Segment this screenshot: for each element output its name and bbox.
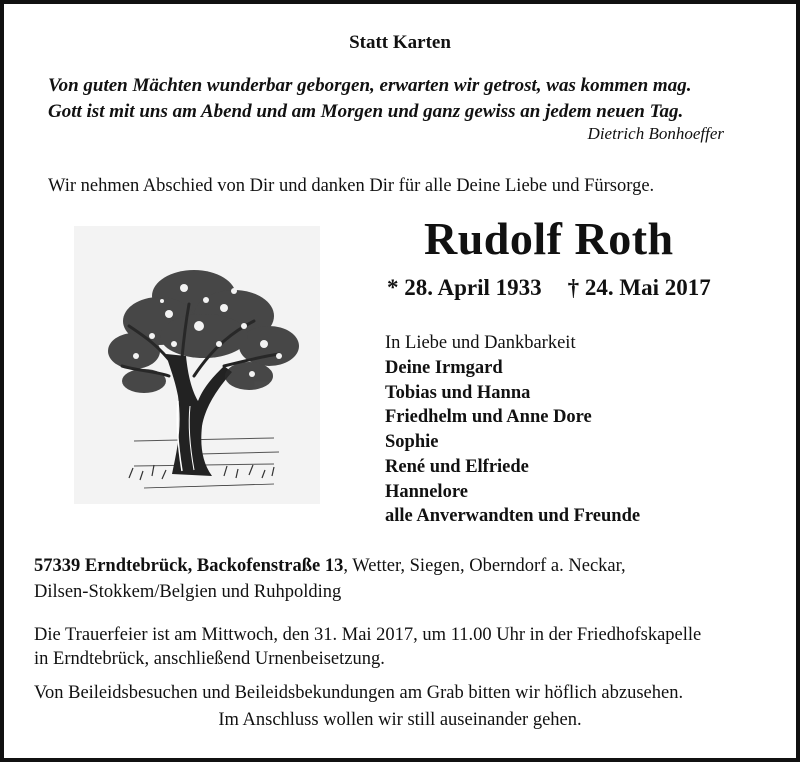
address-main: 57339 Erndtebrück, Backofenstraße 13	[34, 556, 344, 576]
quote-line-1: Von guten Mächten wunderbar geborgen, erwarten wir getrost, was kommen mag.	[48, 75, 692, 96]
farewell-text: Wir nehmen Abschied von Dir und danken Dir für alle Deine Liebe und Fürsorge.	[48, 176, 655, 196]
death-date: † 24. Mai 2017	[567, 275, 711, 300]
life-dates	[387, 275, 711, 301]
tree-illustration	[74, 226, 320, 504]
mourner-name: Tobias und Hanna	[385, 383, 531, 403]
mourner-name: René und Elfriede	[385, 457, 529, 477]
funeral-line-1: Die Trauerfeier ist am Mittwoch, den 31. Mai 2017, um 11.00 Uhr in der Friedhofskapelle	[34, 625, 702, 645]
quote-author: Dietrich Bonhoeffer	[587, 124, 724, 143]
mourner-name: alle Anverwandten und Freunde	[385, 506, 641, 526]
birth-date: * 28. April 1933	[387, 275, 542, 300]
address-line-2: Dilsen-Stokkem/Belgien und Ruhpolding	[34, 582, 342, 602]
quote-line-2: Gott ist mit uns am Abend und am Morgen und ganz gewiss an jedem neuen Tag.	[48, 101, 684, 122]
funeral-line-2: in Erndtebrück, anschließend Urnenbeisetzung.	[34, 649, 385, 669]
obituary-notice	[4, 4, 796, 758]
mourner-name: Friedhelm und Anne Dore	[385, 407, 592, 427]
mourner-name: Deine Irmgard	[385, 358, 503, 378]
statt-karten-heading: Statt Karten	[349, 32, 451, 53]
closing-note: Im Anschluss wollen wir still auseinander gehen.	[218, 710, 582, 730]
mourner-name: Sophie	[385, 432, 439, 452]
mourner-name: Hannelore	[385, 482, 468, 502]
deceased-name: Rudolf Roth	[424, 213, 674, 264]
address-line-1	[34, 556, 626, 577]
condolence-note: Von Beileidsbesuchen und Beileidsbekundungen am Grab bitten wir höflich abzusehen.	[34, 683, 684, 703]
address-places: , Wetter, Siegen, Oberndorf a. Neckar,	[343, 556, 626, 576]
mourners-intro: In Liebe und Dankbarkeit	[385, 333, 576, 353]
